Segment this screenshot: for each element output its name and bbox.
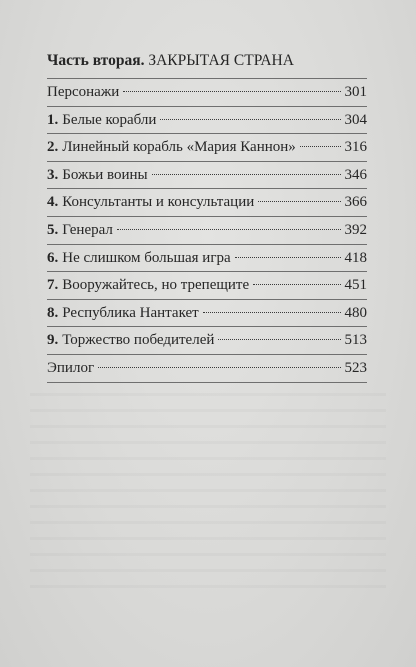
toc-entry-title: Вооружайтесь, но трепещите — [62, 277, 250, 294]
toc-entry-number: 4. — [47, 194, 59, 211]
toc-entry-title: Генерал — [62, 221, 113, 238]
dot-leader — [218, 339, 340, 340]
dot-leader — [203, 312, 341, 313]
toc-entry-title: Линейный корабль «Мария Каннон» — [62, 139, 296, 156]
toc-entry-title: Консультанты и консультации — [62, 194, 255, 211]
toc-entry-page: 366 — [344, 194, 367, 211]
toc-entry — [47, 216, 367, 244]
toc-entry-title: Персонажи — [47, 84, 120, 100]
toc-entry-page: 346 — [344, 166, 367, 183]
dot-leader — [300, 146, 341, 147]
toc-entry-page: 418 — [344, 249, 367, 266]
toc-entry-page: 316 — [344, 139, 367, 156]
toc-entry-title: Эпилог — [47, 359, 95, 376]
toc-entry — [47, 133, 367, 161]
toc-entry-title: Торжество победителей — [62, 332, 215, 349]
toc-entry-page: 523 — [344, 359, 367, 376]
toc-entry-number: 7. — [47, 277, 59, 294]
toc-entry-title: Не слишком большая игра — [62, 249, 231, 266]
dot-leader — [98, 367, 340, 368]
dot-leader — [117, 229, 341, 230]
table-of-contents — [47, 52, 367, 383]
dot-leader — [258, 201, 340, 202]
part-heading-lead: Часть вторая. — [47, 52, 145, 69]
toc-entry — [47, 299, 367, 327]
toc-entry-page: 513 — [344, 332, 367, 349]
toc-entry-page: 480 — [344, 304, 367, 321]
toc-entry-number: 6. — [47, 249, 59, 266]
part-heading-name: ЗАКРЫТАЯ СТРАНА — [148, 52, 294, 69]
toc-entry-number: 2. — [47, 139, 59, 156]
toc-entry — [47, 354, 367, 382]
toc-entry-page: 301 — [344, 84, 367, 100]
part-heading — [47, 52, 367, 70]
toc-entry-title: Белые корабли — [62, 111, 157, 128]
toc-entry-number: 8. — [47, 304, 59, 321]
toc-entry-number: 9. — [47, 332, 59, 349]
toc-entry — [47, 78, 367, 106]
toc-entry-page: 304 — [344, 111, 367, 128]
toc-entry-number: 5. — [47, 221, 59, 238]
toc-entry — [47, 326, 367, 354]
toc-entry-number: 3. — [47, 166, 59, 183]
toc-entry-title: Божьи воины — [62, 166, 148, 183]
dot-leader — [123, 91, 340, 92]
dot-leader — [160, 119, 340, 120]
show-through-text — [30, 380, 386, 597]
toc-entry — [47, 161, 367, 189]
toc-entry-page: 392 — [344, 221, 367, 238]
dot-leader — [152, 174, 341, 175]
toc-entry-page: 451 — [344, 277, 367, 294]
toc-entry-title: Республика Нантакет — [62, 304, 199, 321]
bottom-rule — [47, 382, 367, 383]
toc-entry — [47, 106, 367, 134]
toc-entry — [47, 188, 367, 216]
dot-leader — [253, 284, 340, 285]
toc-entry — [47, 244, 367, 272]
toc-entry-number: 1. — [47, 111, 59, 128]
dot-leader — [235, 257, 341, 258]
toc-entry — [47, 271, 367, 299]
